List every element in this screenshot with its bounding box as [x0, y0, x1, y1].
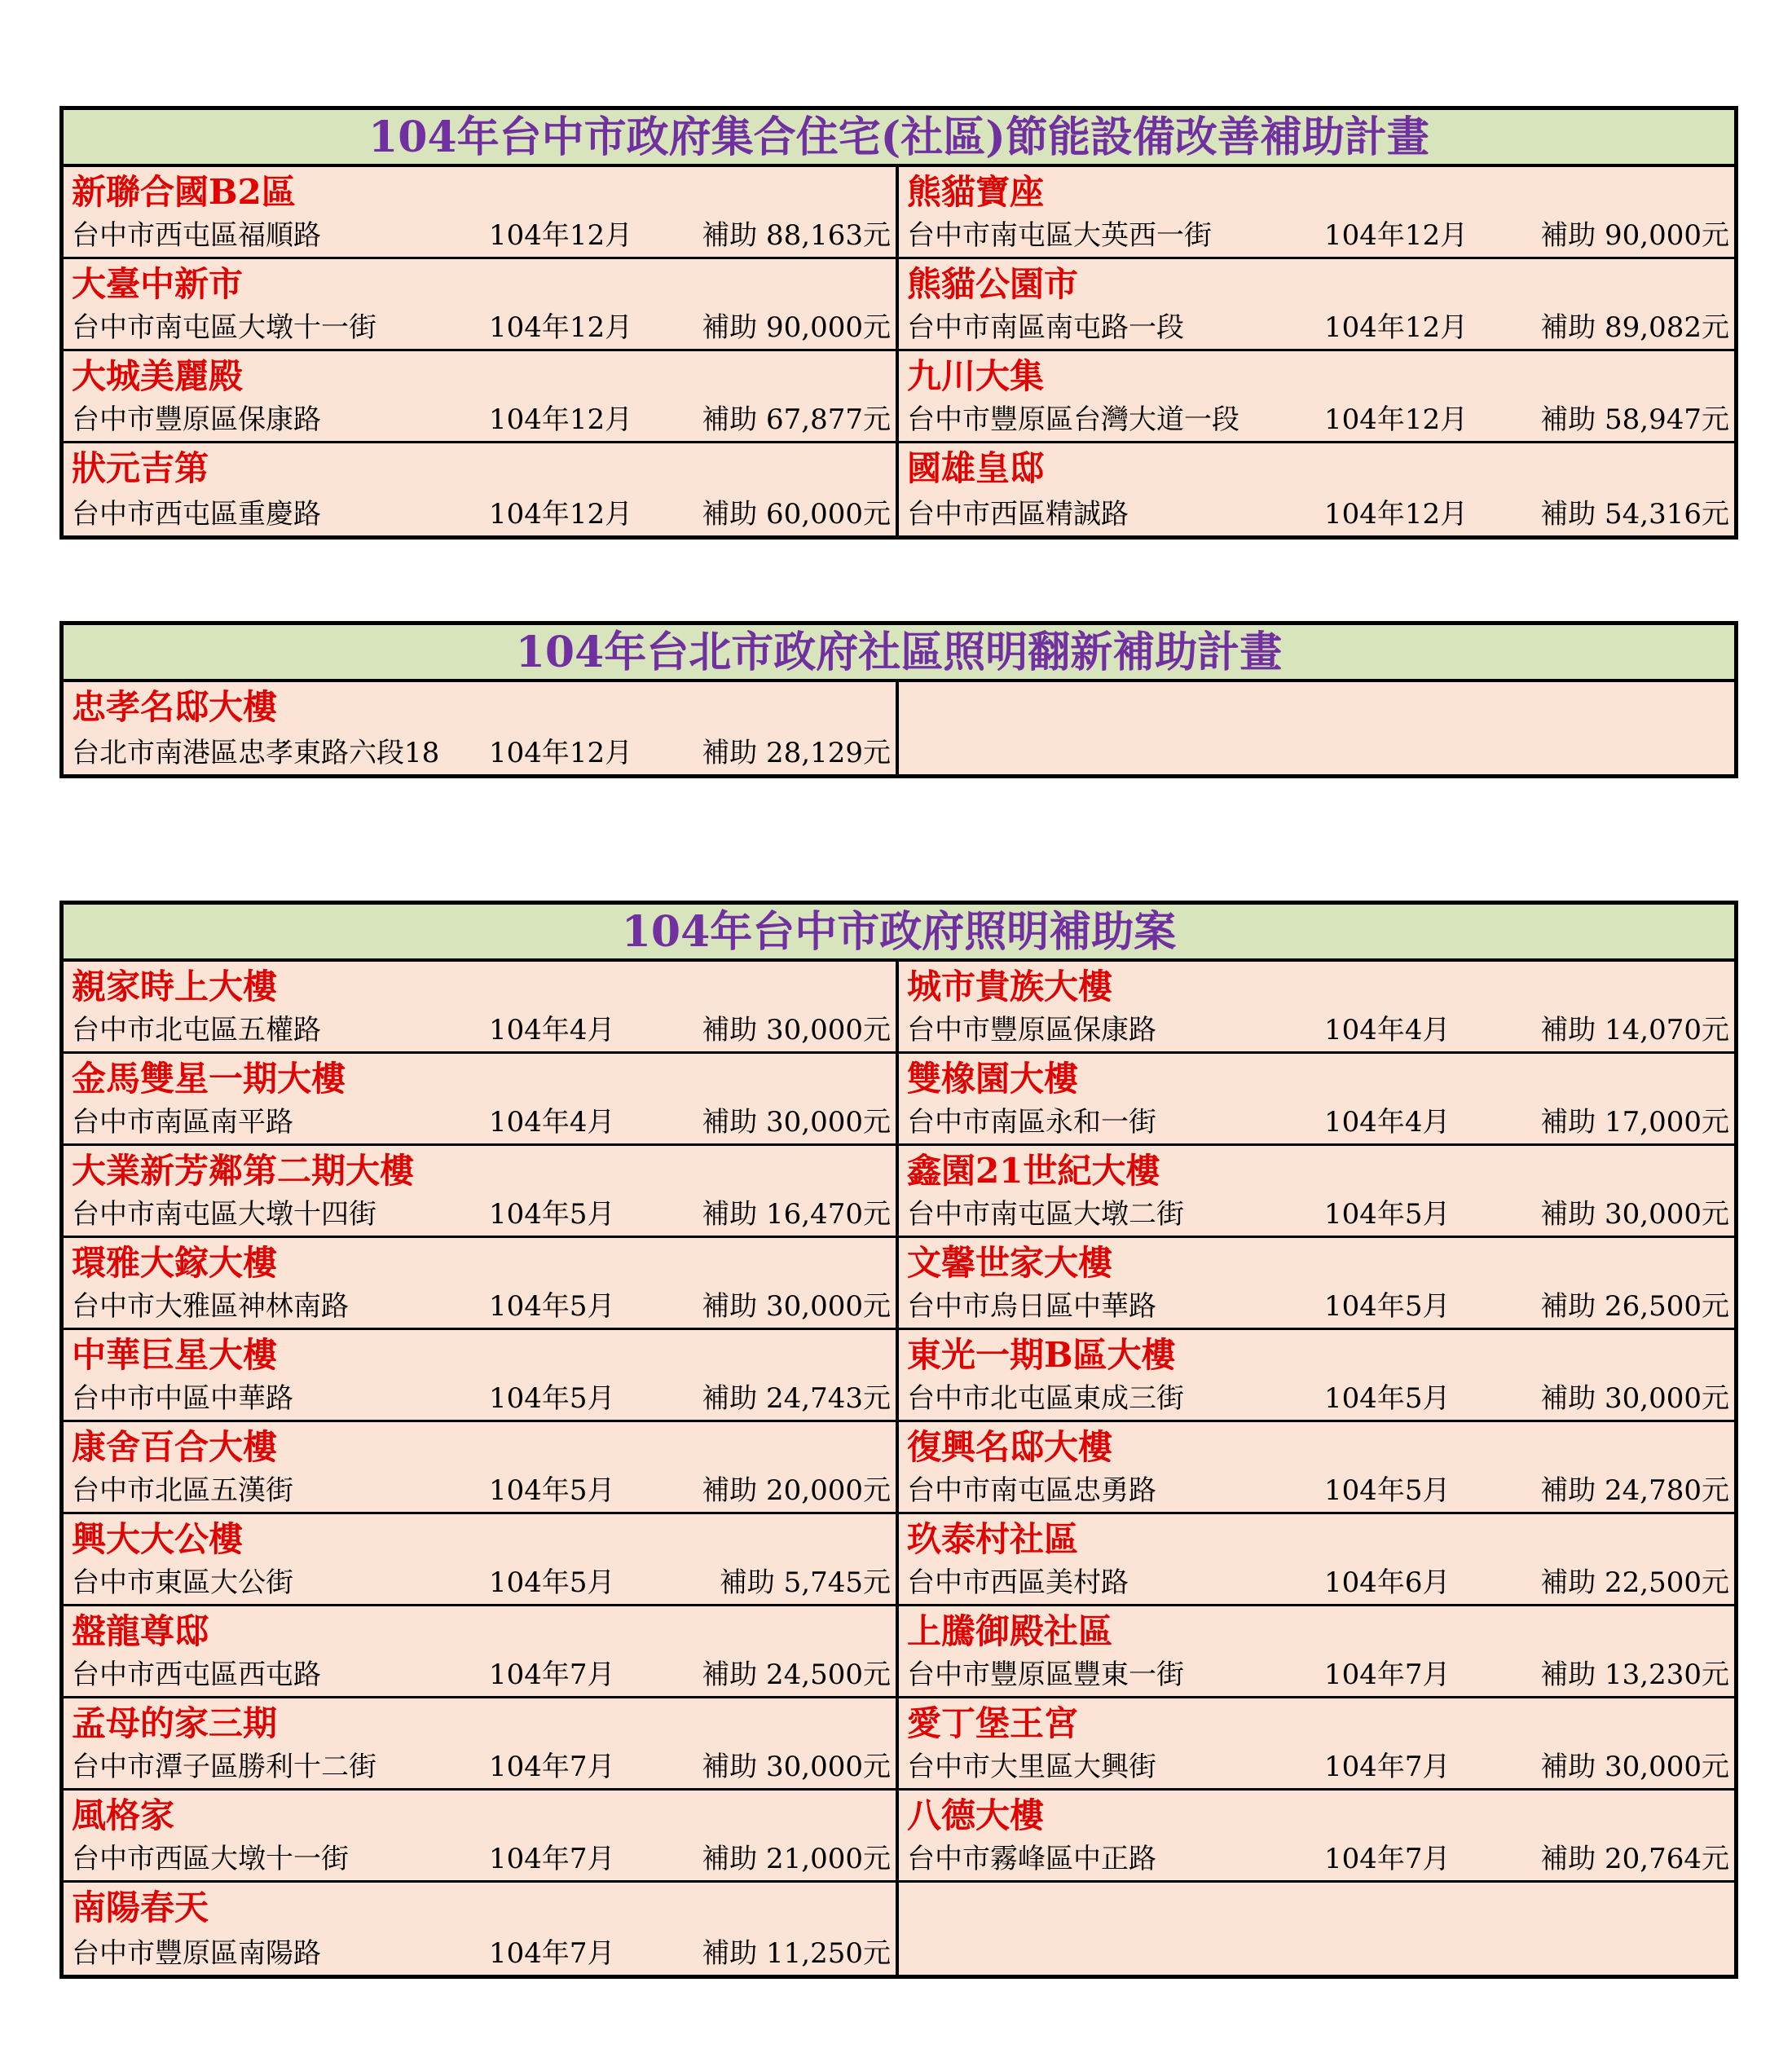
building-address: 台中市南屯區大墩十一街 — [72, 311, 376, 344]
building-name: 愛丁堡王宮 — [907, 1703, 1079, 1743]
list-item — [64, 962, 899, 1054]
subsidy-date: 104年12月 — [489, 311, 633, 344]
subsidy-amount: 補助 88,163元 — [702, 219, 891, 252]
subsidy-date: 104年12月 — [1324, 311, 1468, 344]
subsidy-date: 104年7月 — [1324, 1659, 1451, 1691]
building-name: 東光一期B區大樓 — [907, 1335, 1176, 1375]
list-item — [899, 1698, 1734, 1791]
building-name: 孟母的家三期 — [72, 1703, 278, 1743]
list-item — [64, 259, 899, 351]
building-address: 台中市東區大公街 — [72, 1566, 293, 1599]
list-item — [899, 259, 1734, 351]
list-item — [64, 443, 899, 535]
building-name: 新聯合國B2區 — [72, 172, 296, 212]
building-name: 熊貓寶座 — [907, 172, 1045, 212]
building-address: 台中市西區美村路 — [907, 1566, 1129, 1599]
building-name: 中華巨星大樓 — [72, 1335, 278, 1375]
subsidy-amount: 補助 16,470元 — [702, 1198, 891, 1231]
subsidy-table-taichung-lighting — [59, 901, 1738, 1979]
list-item — [899, 1514, 1734, 1606]
building-address: 台中市西屯區西屯路 — [72, 1659, 321, 1691]
building-address: 台中市豐原區南陽路 — [72, 1937, 321, 1970]
subsidy-date: 104年5月 — [489, 1198, 615, 1231]
building-name: 上騰御殿社區 — [907, 1611, 1113, 1651]
table-grid — [64, 682, 1734, 774]
building-name: 復興名邸大樓 — [907, 1427, 1113, 1467]
building-name: 南陽春天 — [72, 1888, 209, 1927]
list-item — [899, 1606, 1734, 1698]
subsidy-date: 104年4月 — [1324, 1014, 1451, 1046]
subsidy-amount: 補助 60,000元 — [702, 498, 891, 531]
building-address: 台中市潭子區勝利十二街 — [72, 1751, 376, 1783]
building-address: 台中市南區南屯路一段 — [907, 311, 1184, 344]
list-item-empty — [899, 682, 1734, 774]
subsidy-date: 104年12月 — [489, 498, 633, 531]
list-item — [899, 443, 1734, 535]
subsidy-date: 104年7月 — [489, 1937, 615, 1970]
subsidy-amount: 補助 24,500元 — [702, 1659, 891, 1691]
building-name: 興大大公樓 — [72, 1519, 244, 1559]
building-name: 文馨世家大樓 — [907, 1243, 1113, 1283]
subsidy-amount: 補助 11,250元 — [702, 1937, 891, 1970]
list-item — [64, 1791, 899, 1883]
subsidy-date: 104年5月 — [489, 1474, 615, 1507]
building-name: 九川大集 — [907, 356, 1045, 396]
list-item — [64, 351, 899, 443]
subsidy-date: 104年7月 — [1324, 1843, 1451, 1875]
building-name: 城市貴族大樓 — [907, 967, 1113, 1007]
building-address: 台中市北區五漢街 — [72, 1474, 293, 1507]
building-address: 台中市西區精誠路 — [907, 498, 1129, 531]
subsidy-table-taipei-lighting — [59, 621, 1738, 778]
subsidy-amount: 補助 30,000元 — [1540, 1382, 1729, 1415]
building-address: 台北市南港區忠孝東路六段18 — [72, 737, 440, 769]
list-item-empty — [899, 1883, 1734, 1975]
list-item — [64, 1606, 899, 1698]
subsidy-amount: 補助 21,000元 — [702, 1843, 891, 1875]
subsidy-amount: 補助 28,129元 — [702, 737, 891, 769]
subsidy-amount: 補助 54,316元 — [1540, 498, 1729, 531]
building-name: 鑫園21世紀大樓 — [907, 1151, 1160, 1191]
subsidy-amount: 補助 67,877元 — [702, 403, 891, 436]
subsidy-date: 104年5月 — [1324, 1290, 1451, 1323]
subsidy-amount: 補助 20,000元 — [702, 1474, 891, 1507]
subsidy-amount: 補助 90,000元 — [702, 311, 891, 344]
building-address: 台中市中區中華路 — [72, 1382, 293, 1415]
building-name: 大臺中新市 — [72, 264, 244, 304]
building-address: 台中市南區南平路 — [72, 1106, 293, 1139]
subsidy-amount: 補助 30,000元 — [702, 1751, 891, 1783]
subsidy-date: 104年5月 — [489, 1290, 615, 1323]
building-address: 台中市北屯區東成三街 — [907, 1382, 1184, 1415]
subsidy-date: 104年5月 — [489, 1566, 615, 1599]
subsidy-amount: 補助 30,000元 — [1540, 1751, 1729, 1783]
subsidy-date: 104年4月 — [489, 1106, 615, 1139]
subsidy-table-taichung-energy — [59, 106, 1738, 540]
subsidy-date: 104年12月 — [1324, 219, 1468, 252]
subsidy-amount: 補助 90,000元 — [1540, 219, 1729, 252]
subsidy-date: 104年4月 — [1324, 1106, 1451, 1139]
table-title: 104年台北市政府社區照明翻新補助計畫 — [64, 625, 1734, 682]
subsidy-amount: 補助 24,780元 — [1540, 1474, 1729, 1507]
subsidy-date: 104年4月 — [489, 1014, 615, 1046]
building-address: 台中市豐原區台灣大道一段 — [907, 403, 1239, 436]
list-item — [899, 167, 1734, 259]
list-item — [899, 962, 1734, 1054]
list-item — [899, 351, 1734, 443]
subsidy-amount: 補助 17,000元 — [1540, 1106, 1729, 1139]
subsidy-amount: 補助 30,000元 — [702, 1014, 891, 1046]
table-title: 104年台中市政府照明補助案 — [64, 905, 1734, 962]
building-name: 環雅大鎵大樓 — [72, 1243, 278, 1283]
subsidy-amount: 補助 30,000元 — [702, 1106, 891, 1139]
building-name: 盤龍尊邸 — [72, 1611, 209, 1651]
building-name: 大城美麗殿 — [72, 356, 244, 396]
building-address: 台中市南區永和一街 — [907, 1106, 1156, 1139]
list-item — [899, 1146, 1734, 1238]
list-item — [64, 1146, 899, 1238]
subsidy-amount: 補助 89,082元 — [1540, 311, 1729, 344]
list-item — [64, 1238, 899, 1330]
subsidy-date: 104年7月 — [489, 1751, 615, 1783]
building-address: 台中市南屯區忠勇路 — [907, 1474, 1156, 1507]
subsidy-date: 104年5月 — [1324, 1382, 1451, 1415]
subsidy-date: 104年5月 — [489, 1382, 615, 1415]
list-item — [64, 1514, 899, 1606]
building-address: 台中市西屯區福順路 — [72, 219, 321, 252]
building-address: 台中市南屯區大墩十四街 — [72, 1198, 376, 1231]
building-name: 大業新芳鄰第二期大樓 — [72, 1151, 415, 1191]
building-address: 台中市南屯區大英西一街 — [907, 219, 1212, 252]
subsidy-date: 104年12月 — [1324, 403, 1468, 436]
list-item — [899, 1054, 1734, 1146]
subsidy-date: 104年12月 — [1324, 498, 1468, 531]
building-address: 台中市豐原區豐東一街 — [907, 1659, 1184, 1691]
table-grid — [64, 962, 1734, 1975]
building-name: 熊貓公園市 — [907, 264, 1079, 304]
building-address: 台中市豐原區保康路 — [72, 403, 321, 436]
building-name: 國雄皇邸 — [907, 448, 1045, 488]
list-item — [64, 682, 899, 774]
subsidy-date: 104年12月 — [489, 737, 633, 769]
subsidy-amount: 補助 58,947元 — [1540, 403, 1729, 436]
subsidy-date: 104年6月 — [1324, 1566, 1451, 1599]
subsidy-amount: 補助 24,743元 — [702, 1382, 891, 1415]
subsidy-amount: 補助 20,764元 — [1540, 1843, 1729, 1875]
building-address: 台中市西屯區重慶路 — [72, 498, 321, 531]
subsidy-date: 104年7月 — [489, 1843, 615, 1875]
subsidy-amount: 補助 14,070元 — [1540, 1014, 1729, 1046]
building-address: 台中市大雅區神林南路 — [72, 1290, 349, 1323]
subsidy-amount: 補助 22,500元 — [1540, 1566, 1729, 1599]
building-address: 台中市烏日區中華路 — [907, 1290, 1156, 1323]
building-address: 台中市南屯區大墩二街 — [907, 1198, 1184, 1231]
building-address: 台中市大里區大興街 — [907, 1751, 1156, 1783]
table-grid — [64, 167, 1734, 535]
building-name: 親家時上大樓 — [72, 967, 278, 1007]
list-item — [64, 1698, 899, 1791]
building-name: 八德大樓 — [907, 1795, 1045, 1835]
subsidy-amount: 補助 30,000元 — [1540, 1198, 1729, 1231]
subsidy-date: 104年12月 — [489, 403, 633, 436]
list-item — [64, 1422, 899, 1514]
building-address: 台中市北屯區五權路 — [72, 1014, 321, 1046]
subsidy-date: 104年5月 — [1324, 1474, 1451, 1507]
subsidy-amount: 補助 5,745元 — [719, 1566, 891, 1599]
list-item — [899, 1791, 1734, 1883]
building-address: 台中市豐原區保康路 — [907, 1014, 1156, 1046]
building-address: 台中市霧峰區中正路 — [907, 1843, 1156, 1875]
subsidy-date: 104年12月 — [489, 219, 633, 252]
list-item — [899, 1238, 1734, 1330]
list-item — [64, 167, 899, 259]
list-item — [64, 1330, 899, 1422]
list-item — [899, 1330, 1734, 1422]
list-item — [64, 1883, 899, 1975]
building-name: 風格家 — [72, 1795, 175, 1835]
building-address: 台中市西區大墩十一街 — [72, 1843, 349, 1875]
building-name: 玖泰村社區 — [907, 1519, 1079, 1559]
subsidy-amount: 補助 30,000元 — [702, 1290, 891, 1323]
list-item — [64, 1054, 899, 1146]
subsidy-amount: 補助 26,500元 — [1540, 1290, 1729, 1323]
subsidy-date: 104年7月 — [1324, 1751, 1451, 1783]
building-name: 金馬雙星一期大樓 — [72, 1059, 346, 1099]
subsidy-amount: 補助 13,230元 — [1540, 1659, 1729, 1691]
subsidy-date: 104年5月 — [1324, 1198, 1451, 1231]
building-name: 康舍百合大樓 — [72, 1427, 278, 1467]
building-name: 狀元吉第 — [72, 448, 209, 488]
subsidy-date: 104年7月 — [489, 1659, 615, 1691]
building-name: 忠孝名邸大樓 — [72, 687, 278, 727]
list-item — [899, 1422, 1734, 1514]
building-name: 雙橡園大樓 — [907, 1059, 1079, 1099]
table-title: 104年台中市政府集合住宅(社區)節能設備改善補助計畫 — [64, 110, 1734, 167]
